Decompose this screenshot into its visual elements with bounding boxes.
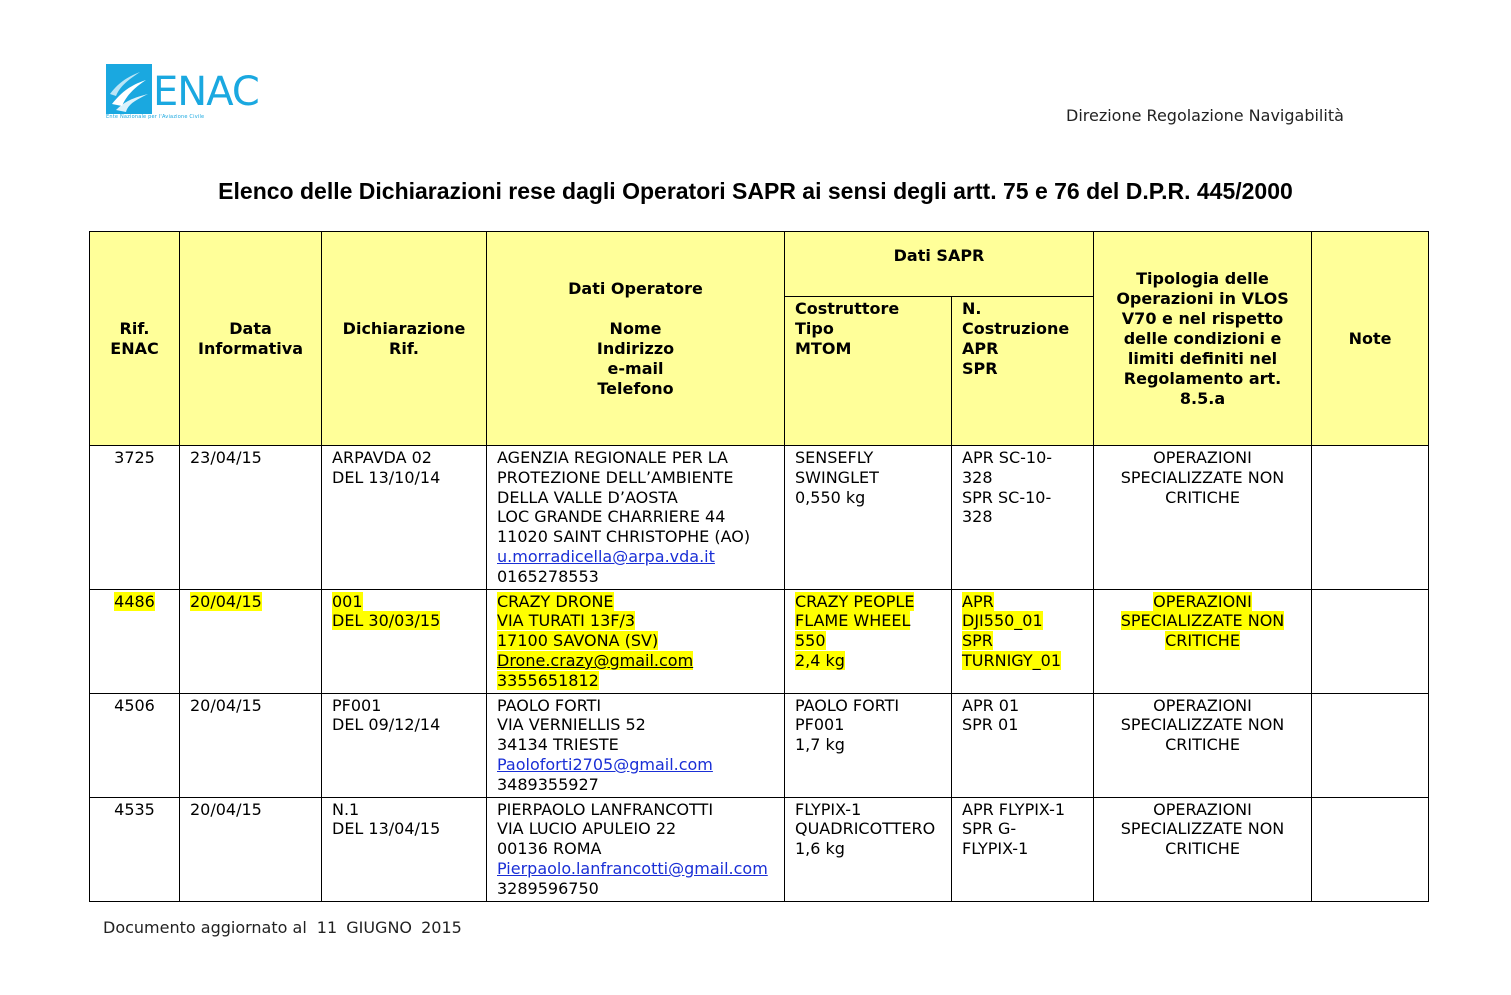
cell-dichiarazione: ARPAVDA 02 DEL 13/10/14 <box>322 446 487 590</box>
cell-note <box>1312 797 1429 901</box>
logo-tagline: Ente Nazionale per l'Aviazione Civile <box>106 114 205 120</box>
cell-note <box>1312 446 1429 590</box>
cell-tipologia: OPERAZIONI SPECIALIZZATE NON CRITICHE <box>1094 693 1312 797</box>
cell-operatore: AGENZIA REGIONALE PER LA PROTEZIONE DELL’AMBIENTE DELLA VALLE D’AOSTA LOC GRANDE CHARRIERE 44 11020 SAINT CHRISTOPHE (AO) u.morradicella@arpa.vda.it 0165278553 <box>487 446 785 590</box>
cell-costruzione: APR FLYPIX-1 SPR G- FLYPIX-1 <box>952 797 1094 901</box>
cell-rif: 4535 <box>90 797 180 901</box>
cell-costruttore: CRAZY PEOPLE FLAME WHEEL 550 2,4 kg <box>785 589 952 693</box>
enac-logo <box>106 62 259 126</box>
header-note: Note <box>1312 232 1429 446</box>
enac-logo-icon <box>106 64 152 114</box>
cell-data: 20/04/15 <box>180 797 322 901</box>
cell-operatore: PIERPAOLO LANFRANCOTTI VIA LUCIO APULEIO 22 00136 ROMA Pierpaolo.lanfrancotti@gmail.com 3289596750 <box>487 797 785 901</box>
cell-operatore: PAOLO FORTI VIA VERNIELLIS 52 34134 TRIESTE Paoloforti2705@gmail.com 3489355927 <box>487 693 785 797</box>
cell-note <box>1312 589 1429 693</box>
cell-costruzione: APR DJI550_01 SPR TURNIGY_01 <box>952 589 1094 693</box>
cell-costruttore: SENSEFLY SWINGLET 0,550 kg <box>785 446 952 590</box>
email-link[interactable]: u.morradicella@arpa.vda.it <box>497 546 715 566</box>
header-data-informativa: Data Informativa <box>180 232 322 446</box>
footer-date: 11 GIUGNO 2015 <box>316 918 462 937</box>
cell-costruzione: APR SC-10- 328 SPR SC-10- 328 <box>952 446 1094 590</box>
header-dati-operatore: Dati Operatore Nome Indirizzo e-mail Telefono <box>487 232 785 446</box>
cell-costruzione: APR 01 SPR 01 <box>952 693 1094 797</box>
cell-rif: 4486 <box>90 589 180 693</box>
header-rif-enac: Rif. ENAC <box>90 232 180 446</box>
document-title: Elenco delle Dichiarazioni rese dagli Operatori SAPR ai sensi degli artt. 75 e 76 del D.P.R. 445/2000 <box>218 178 1293 204</box>
cell-costruttore: PAOLO FORTI PF001 1,7 kg <box>785 693 952 797</box>
cell-operatore: CRAZY DRONE VIA TURATI 13F/3 17100 SAVONA (SV) Drone.crazy@gmail.com 3355651812 <box>487 589 785 693</box>
cell-note <box>1312 693 1429 797</box>
email-link[interactable]: Pierpaolo.lanfrancotti@gmail.com <box>497 858 768 878</box>
cell-dichiarazione: N.1 DEL 13/04/15 <box>322 797 487 901</box>
header-dichiarazione: Dichiarazione Rif. <box>322 232 487 446</box>
table-row <box>90 446 1429 590</box>
cell-data: 20/04/15 <box>180 589 322 693</box>
cell-dichiarazione: 001 DEL 30/03/15 <box>322 589 487 693</box>
cell-dichiarazione: PF001 DEL 09/12/14 <box>322 693 487 797</box>
cell-data: 20/04/15 <box>180 693 322 797</box>
table-row <box>90 693 1429 797</box>
direzione-label: Direzione Regolazione Navigabilità <box>1066 106 1344 125</box>
header-costruttore: Costruttore Tipo MTOM <box>785 297 952 446</box>
email-link[interactable]: Paoloforti2705@gmail.com <box>497 754 713 774</box>
cell-tipologia: OPERAZIONI SPECIALIZZATE NON CRITICHE <box>1094 589 1312 693</box>
header-tipologia: Tipologia delle Operazioni in VLOS V70 e nel rispetto delle condizioni e limiti definiti nel Regolamento art. 8.5.a <box>1094 232 1312 446</box>
cell-costruttore: FLYPIX-1 QUADRICOTTERO 1,6 kg <box>785 797 952 901</box>
table-row <box>90 797 1429 901</box>
cell-data: 23/04/15 <box>180 446 322 590</box>
cell-tipologia: OPERAZIONI SPECIALIZZATE NON CRITICHE <box>1094 446 1312 590</box>
header-dati-sapr: Dati SAPR <box>785 232 1094 297</box>
declarations-table <box>89 231 1429 902</box>
header-costruzione: N. Costruzione APR SPR <box>952 297 1094 446</box>
cell-rif: 4506 <box>90 693 180 797</box>
logo-text: ENAC <box>153 69 259 115</box>
table-row-highlighted <box>90 589 1429 693</box>
footer-updated <box>103 918 462 937</box>
email-link[interactable]: Drone.crazy@gmail.com <box>497 650 694 670</box>
cell-tipologia: OPERAZIONI SPECIALIZZATE NON CRITICHE <box>1094 797 1312 901</box>
footer-label: Documento aggiornato al <box>103 918 307 937</box>
cell-rif: 3725 <box>90 446 180 590</box>
